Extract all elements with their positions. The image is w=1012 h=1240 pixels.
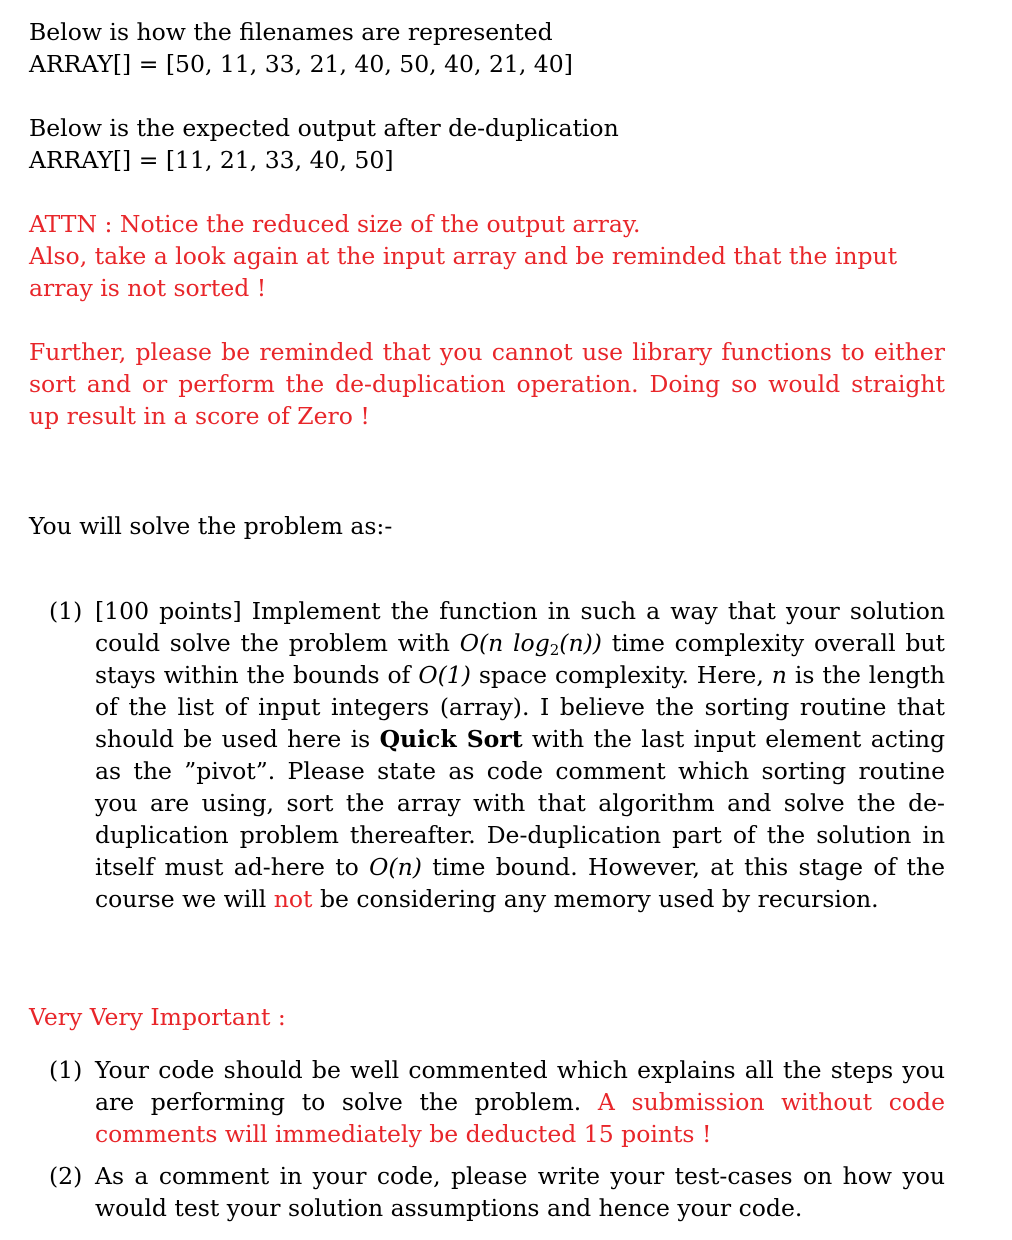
task-number: (1) (49, 597, 83, 625)
assignment-document (29, 16, 945, 1224)
item-text: As a comment in your code, please write your test-cases on how you would test your solution assumptions and hence your code. (95, 1162, 945, 1222)
important-heading: Very Very Important : (29, 1003, 286, 1031)
complexity-on: O(n) (369, 853, 422, 881)
item-number: (1) (49, 1056, 83, 1084)
item-number: (2) (49, 1162, 83, 1190)
equals-sign: = (131, 50, 166, 78)
item-text: Your code should be well commented which explains all the steps you are performing to solve the problem. A submission without code comments will immediately be deducted 15 points ! (95, 1056, 945, 1148)
not-emphasis: not (273, 885, 313, 913)
important-list (49, 1054, 945, 1224)
library-warning: Further, please be reminded that you cannot use library functions to either sort and or perform the de-duplication operation. Doing so would straight up result in a score of Zero ! (29, 338, 945, 430)
important-item (49, 1160, 945, 1224)
output-array-line (29, 144, 945, 176)
solve-heading: You will solve the problem as:- (29, 512, 393, 540)
output-array-values: [11, 21, 33, 40, 50] (165, 146, 394, 174)
input-array-line (29, 48, 945, 80)
complexity-o1: O(1) (418, 661, 471, 689)
task-text: [100 points] Implement the function in such a way that your solution could solve the problem with O(n $\log_2(n)$) time complexity overall but stays within the bounds of O(1) space complexity. Here, n is the length of the list of input integers (array). I believe the sorting routine that should be used here is Quick Sort with the last input element acting as the ”pivot”. Please state as code comment which sorting routine you are using, sort the array with that algorithm and solve the de-duplication problem thereafter. De-duplication part of the solution in itself must ad-here to O(n) time bound. However, at this stage of the course we will not be considering any memory used by recursion. (95, 597, 946, 913)
quick-sort-label: Quick Sort (379, 725, 523, 753)
attn-line: ATTN : Notice the reduced size of the output array. (29, 210, 641, 238)
array-label: ARRAY[] (29, 146, 132, 174)
complexity-nlogn: O(n $\log_2(n)$) (459, 629, 602, 659)
task-item (49, 595, 945, 915)
input-array-values: [50, 11, 33, 21, 40, 50, 40, 21, 40] (165, 50, 573, 78)
intro-line: Below is how the filenames are represented (29, 18, 553, 46)
attn-reminder: Also, take a look again at the input array and be reminded that the input array is not sorted ! (29, 242, 898, 302)
expected-line: Below is the expected output after de-duplication (29, 114, 619, 142)
equals-sign: = (131, 146, 166, 174)
deduction-warning: A submission without code comments will immediately be deducted 15 points ! (95, 1088, 945, 1148)
important-item (49, 1054, 945, 1150)
task-list (49, 595, 945, 915)
variable-n: n (771, 661, 787, 689)
array-label: ARRAY[] (29, 50, 132, 78)
